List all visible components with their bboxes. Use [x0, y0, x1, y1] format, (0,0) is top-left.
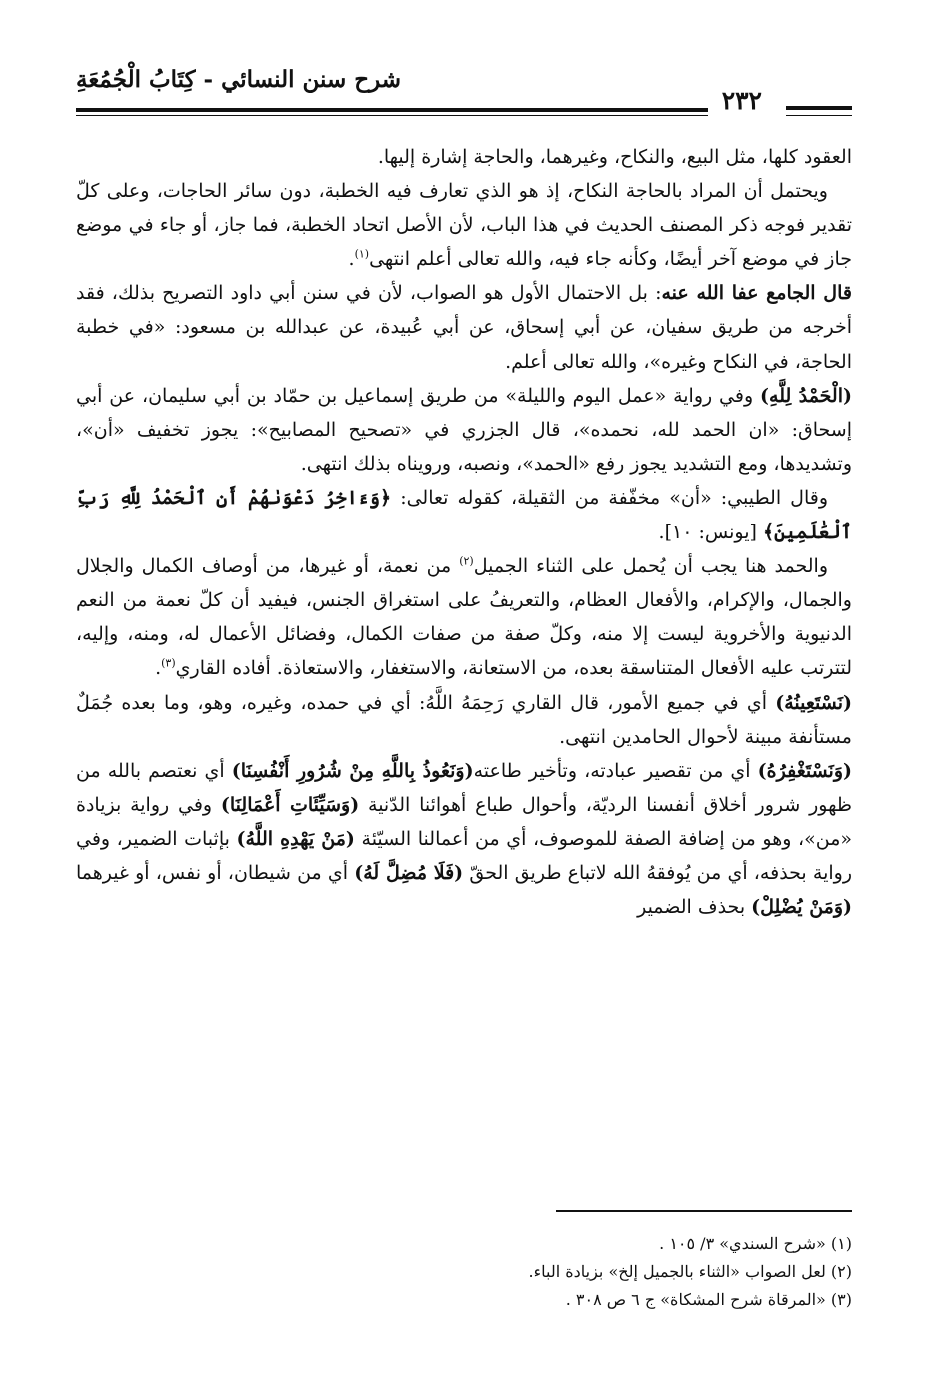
footnote-separator — [556, 1210, 852, 1212]
paragraph-8-phrase-b: (وَنَعُوذُ بِاللَّهِ مِنْ شُرُورِ أَنْفُسِنَا) — [231, 759, 474, 782]
header-rule-thin — [76, 115, 708, 116]
paragraph-2-text: ويحتمل أن المراد بالحاجة النكاح، إذ هو الذي تعارف فيه الخطبة، دون سائر الحاجات، وعلى كلّ تقدير فوجه ذكر المصنف الحديث في هذا الباب، لأن الأصل اتحاد الخطبة، فما جاز، أو جاء في موضع جاز في موضع آخر أيضًا، وكأنه جاء فيه، والله تعالى أعلم انتهى — [76, 180, 852, 271]
footnote-3: (٣) «المرقاة شرح المشكاة» ج ٦ ص ٣٠٨ . — [565, 1290, 852, 1309]
paragraph-4 — [76, 379, 852, 481]
footnote-ref-3[interactable]: (٣) — [161, 657, 176, 671]
paragraph-6-text: والحمد هنا يجب أن يُحمل على الثناء الجميل — [473, 555, 829, 578]
footnote-ref-1[interactable]: (١) — [354, 247, 370, 261]
paragraph-6-rest: من نعمة، أو غيرها، من أوصاف الكمال والجلال والجمال، والإكرام، والأفعال العظام، والتعريفُ على استغراق الجنس، فيفيد أن كلّ نعمة من النعم الدنيوية والأخروية ليست إلا منه، وكلّ صفة من صفات الكمال، وفضائل الأعمال له، ومنه، وإليه، لتترتب عليه الأفعال المتناسقة بعده، من الاستعانة، والاستغفار، والاستعاذة. أفاده القاري — [76, 555, 852, 680]
paragraph-8-text-a: أي من تقصير عبادته، وتأخير طاعته — [473, 759, 758, 782]
paragraph-8-phrase-j: (وَمَنْ يُضْلِلْ) — [751, 896, 852, 919]
paragraph-3-lead: قال الجامع عفا الله عنه — [661, 282, 852, 305]
header-rule-thick — [76, 108, 708, 112]
paragraph-8 — [76, 754, 852, 924]
footnote-1: (١) «شرح السندي» ٣/ ١٠٥ . — [659, 1234, 852, 1253]
page-number: ٢٣٢ — [721, 86, 762, 115]
quran-verse: ﴿وَءَاخِرُ دَعْوَىٰهُمْ أَنِ ٱلْحَمْدُ لِلَّهِ رَبِّ ٱلْعَٰلَمِينَ﴾ — [76, 486, 852, 544]
paragraph-6 — [76, 549, 852, 685]
paragraph-8-lead: (وَنَسْتَغْفِرُهُ) — [757, 759, 852, 782]
paragraph-4-text: وفي رواية «عمل اليوم والليلة» من طريق إسماعيل بن حمّاد بن أبي سليمان، عن أبي إسحاق: «ان الحمد لله، نحمده»، قال الجزري في «تصحيح المصابيح»: يجوز تخفيف «أن»، وتشديدها، ومع التشديد يجوز رفع «الحمد»، ونصبه، ورويناه بذلك انتهى. — [76, 384, 852, 475]
paragraph-1 — [76, 140, 852, 174]
paragraph-8-text-g: بإثبات الضمير، وفي رواية بحذفه، أي من يُوفقهُ الله لاتباع طريق الحقّ — [76, 827, 852, 884]
header-title: شرح سنن النسائي - كِتَابُ الْجُمُعَةِ — [76, 66, 402, 93]
footnote-2: (٢) لعل الصواب «الثناء بالجميل إلخ» بزيادة الباء. — [528, 1262, 852, 1281]
paragraph-7 — [76, 686, 852, 754]
paragraph-3-text: : بل الاحتمال الأول هو الصواب، لأن في سنن أبي داود التصريح بذلك، فقد أخرجه من طريق سفيان، عن أبي إسحاق، عن أبي عُبيدة، عن عبدالله بن مسعود: «في خطبة الحاجة، في النكاح وغيره»، والله تعالى أعلم. — [76, 282, 852, 373]
header-rule-right-thick — [786, 106, 852, 110]
paragraph-8-phrase-d: (وَسَيِّئَاتِ أَعْمَالِنَا) — [220, 793, 360, 816]
paragraph-8-phrase-h: (فَلَا مُضِلَّ لَهُ) — [354, 861, 464, 884]
footnotes — [300, 1230, 852, 1314]
paragraph-8-text-i: أي من شيطان، أو نفس، أو غيرهما — [76, 861, 355, 884]
paragraph-7-lead: (نَسْتَعِينُهُ) — [775, 691, 852, 714]
main-text — [76, 140, 852, 924]
paragraph-7-text: أي في جميع الأمور، قال القاري رَحِمَهُ اللَّهُ: أي في حمده، وغيره، وهو، وما بعده جُمَلٌ مستأنفة مبينة لأحوال الحامدين انتهى. — [76, 691, 852, 748]
paragraph-8-text-e: وفي رواية بزيادة «من»، وهو من إضافة الصفة للموصوف، أي من أعمالنا السيّئة — [76, 793, 853, 850]
paragraph-8-text-k: بحذف الضمير — [637, 896, 752, 919]
footnote-ref-2[interactable]: (٢) — [459, 554, 474, 568]
paragraph-1-text: العقود كلها، مثل البيع، والنكاح، وغيرهما، والحاجة إشارة إليها. — [377, 146, 852, 168]
paragraph-8-text-c: أي نعتصم بالله من ظهور شرور أخلاق أنفسنا الرديّة، وأحوال طباع أهوائنا الدّنية — [76, 759, 852, 816]
paragraph-6-end: . — [155, 657, 162, 680]
running-header — [76, 66, 852, 126]
paragraph-5-text: وقال الطيبي: «أن» مخفّفة من الثقيلة، كقوله تعالى: — [391, 486, 828, 509]
quran-reference: [يونس: ١٠]. — [658, 521, 763, 544]
header-rule-right-thin — [786, 115, 852, 116]
paragraph-5 — [76, 481, 852, 549]
paragraph-8-phrase-f: (مَنْ يَهْدِهِ اللَّهُ) — [236, 827, 355, 850]
paragraph-2-end: . — [348, 248, 355, 271]
paragraph-3 — [76, 276, 852, 378]
paragraph-4-lead: (الْحَمْدُ لِلَّهِ) — [760, 384, 852, 407]
paragraph-2 — [76, 174, 852, 276]
